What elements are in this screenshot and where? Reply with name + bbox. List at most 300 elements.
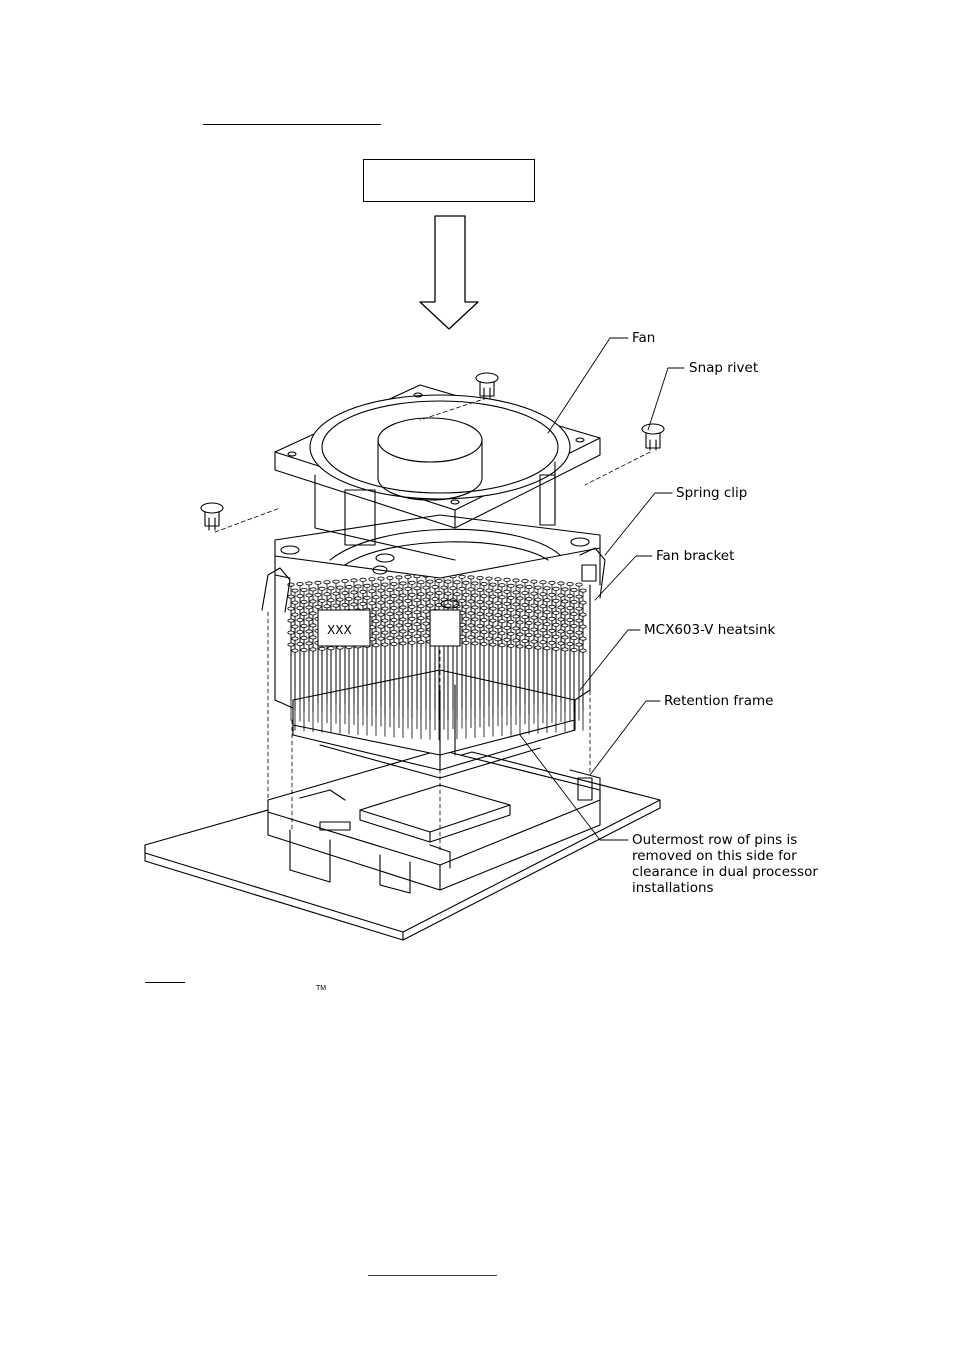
heatsink-pin-cap [355, 585, 361, 588]
heatsink-pin-cap [553, 587, 559, 590]
heatsink-pin-cap [508, 584, 514, 587]
heatsink-pin-cap [414, 623, 420, 626]
heatsink-pin-cap [481, 582, 487, 585]
heatsink-pin-cap [459, 587, 465, 590]
heatsink-pin-cap [400, 642, 406, 645]
heatsink-pin-cap [306, 642, 312, 645]
heatsink-pin-cap [517, 585, 523, 588]
heatsink-pin-cap [342, 579, 348, 582]
heatsink-pin-cap [378, 589, 384, 592]
heatsink-pin-cap [342, 591, 348, 594]
heatsink-pin-cap [355, 597, 361, 600]
heatsink-pin-cap [531, 592, 537, 595]
heatsink-pin-cap [558, 582, 564, 585]
heatsink-pin-cap [495, 638, 501, 641]
heatsink-pin-cap [571, 600, 577, 603]
heatsink-pin-cap [526, 585, 532, 588]
heatsink-pin-cap [490, 619, 496, 622]
heatsink-pin-cap [526, 609, 532, 612]
heatsink-pin-cap [535, 622, 541, 625]
outermost-row-note: Outermost row of pins is removed on this side for clearance in dual processor installations [632, 832, 818, 896]
heatsink-pin-cap [297, 630, 303, 633]
heatsink-pin-cap [378, 625, 384, 628]
heatsink-pin-cap [553, 647, 559, 650]
heatsink-pin-cap [418, 605, 424, 608]
heatsink-pin-cap [396, 576, 402, 579]
heatsink-pin-cap [445, 592, 451, 595]
retention-frame-label: Retention frame [664, 693, 774, 709]
heatsink-pin-cap [414, 611, 420, 614]
heatsink-pin-cap [292, 649, 298, 652]
heatsink-pin-cap [540, 641, 546, 644]
heatsink-pin-cap [576, 583, 582, 586]
footer-link[interactable] [368, 1275, 497, 1276]
heatsink-pin-cap [427, 592, 433, 595]
heatsink-pin-cap [549, 581, 555, 584]
heatsink-pin-cap [468, 612, 474, 615]
heatsink-pin-cap [472, 606, 478, 609]
heatsink-pin-cap [301, 624, 307, 627]
heatsink-pin-cap [508, 596, 514, 599]
heatsink-pin-cap [418, 593, 424, 596]
heatsink-pin-cap [346, 585, 352, 588]
heatsink-pin-cap [301, 612, 307, 615]
heatsink-pin-cap [540, 629, 546, 632]
heatsink-pin-cap [306, 594, 312, 597]
heatsink-pin-cap [544, 587, 550, 590]
heatsink-pin-cap [558, 618, 564, 621]
heatsink-pin-cap [292, 601, 298, 604]
heatsink-pin-cap [414, 587, 420, 590]
heatsink-pin-cap [459, 599, 465, 602]
heatsink-pin-cap [531, 640, 537, 643]
heatsink-pin-cap [531, 604, 537, 607]
heatsink-pin-cap [306, 606, 312, 609]
heatsink-pin-cap [319, 599, 325, 602]
heatsink-pin-cap [580, 625, 586, 628]
heatsink-pin-cap [535, 634, 541, 637]
heatsink-pin-cap [504, 638, 510, 641]
heatsink-pin-cap [400, 582, 406, 585]
heatsink-pin-cap [423, 586, 429, 589]
heatsink-pin-cap [522, 615, 528, 618]
heatsink-pin-cap [297, 606, 303, 609]
heatsink-pin-cap [319, 647, 325, 650]
heatsink-pin-cap [310, 624, 316, 627]
fan-bracket-label: Fan bracket [656, 548, 735, 564]
heatsink-pin-cap [553, 623, 559, 626]
heatsink-pin-cap [351, 579, 357, 582]
heatsink-pin-cap [391, 630, 397, 633]
heatsink-pin-cap [391, 642, 397, 645]
heatsink-pin-cap [522, 639, 528, 642]
heatsink-pin-cap [513, 579, 519, 582]
heatsink-pin-cap [499, 608, 505, 611]
heatsink-pin-cap [477, 624, 483, 627]
heatsink-pin-cap [486, 589, 492, 592]
heatsink-pin-cap [292, 589, 298, 592]
heatsink-pin-cap [481, 606, 487, 609]
heatsink-pin-cap [301, 600, 307, 603]
heatsink-pin-cap [382, 619, 388, 622]
heatsink-pin-cap [504, 602, 510, 605]
heatsink-pin-cap [346, 597, 352, 600]
heatsink-pin-cap [427, 604, 433, 607]
heatsink-pin-cap [382, 631, 388, 634]
heatsink-pin-cap [373, 608, 379, 611]
heatsink-pin-cap [360, 578, 366, 581]
heatsink-pin-cap [310, 636, 316, 639]
heatsink-pin-cap [292, 625, 298, 628]
heatsink-pin-cap [517, 621, 523, 624]
heatsink-pin-cap [576, 619, 582, 622]
heatsink-pin-cap [369, 590, 375, 593]
heatsink-label: MCX603-V heatsink [644, 622, 776, 638]
heatsink-pin-cap [490, 643, 496, 646]
heatsink-pin-cap [324, 593, 330, 596]
heatsink-pin-cap [522, 591, 528, 594]
heatsink-pin-cap [373, 620, 379, 623]
heatsink-pin-cap [333, 604, 339, 607]
heatsink-pin-cap [549, 629, 555, 632]
heatsink-pin-cap [486, 613, 492, 616]
heatsink-pin-cap [513, 627, 519, 630]
heatsink-pin-cap [310, 612, 316, 615]
heatsink-pin-cap [328, 587, 334, 590]
heatsink-pin-cap [400, 618, 406, 621]
trademark-mark: TM [316, 985, 327, 992]
heatsink-pin-cap [531, 616, 537, 619]
heatsink-pin-cap [373, 596, 379, 599]
heatsink-pin-cap [292, 637, 298, 640]
heatsink-pin-cap [301, 648, 307, 651]
heatsink-pin-cap [576, 643, 582, 646]
heatsink-pin-cap [558, 594, 564, 597]
heatsink-pin-cap [526, 633, 532, 636]
heatsink-pin-cap [504, 578, 510, 581]
note-underline [145, 982, 185, 983]
heatsink-pin-cap [477, 588, 483, 591]
heatsink-pin-cap [477, 576, 483, 579]
heatsink-pin-cap [544, 647, 550, 650]
heatsink-pin-cap [454, 581, 460, 584]
heatsink-pin-cap [409, 581, 415, 584]
heatsink-pin-cap [576, 607, 582, 610]
heatsink-pin-cap [571, 636, 577, 639]
heatsink-pin-cap [463, 641, 469, 644]
heatsink-pin-cap [405, 623, 411, 626]
heatsink-pin-cap [526, 597, 532, 600]
heatsink-pin-cap [297, 642, 303, 645]
heatsink-pin-cap [310, 600, 316, 603]
heatsink-pin-cap [396, 636, 402, 639]
heatsink-pin-cap [558, 630, 564, 633]
heatsink-pin-cap [436, 591, 442, 594]
heatsink-pin-cap [387, 600, 393, 603]
svg-text:XXX: XXX [327, 623, 352, 637]
heatsink-pin-cap [351, 591, 357, 594]
heatsink-pin-cap [405, 611, 411, 614]
heatsink-pin-cap [535, 610, 541, 613]
heatsink-pin-cap [490, 631, 496, 634]
heatsink-pin-cap [360, 602, 366, 605]
heatsink-pin-cap [513, 603, 519, 606]
heatsink-pin-cap [315, 581, 321, 584]
heatsink-pin-cap [454, 593, 460, 596]
heatsink-pin-cap [391, 582, 397, 585]
heatsink-pin-cap [535, 598, 541, 601]
heatsink-pin-cap [549, 641, 555, 644]
heatsink-pin-cap [477, 600, 483, 603]
heatsink-pin-cap [562, 636, 568, 639]
heatsink-pin-cap [468, 600, 474, 603]
heatsink-pin-cap [418, 617, 424, 620]
heatsink-pin-cap [441, 586, 447, 589]
heatsink-pin-cap [571, 624, 577, 627]
heatsink-pin-cap [337, 586, 343, 589]
heatsink-pin-cap [445, 604, 451, 607]
heatsink-pin-cap [342, 603, 348, 606]
heatsink-pin-cap [445, 580, 451, 583]
heatsink-pin-cap [292, 613, 298, 616]
heatsink-pin-cap [288, 607, 294, 610]
heatsink-pin-cap [580, 649, 586, 652]
heatsink-pin-cap [477, 612, 483, 615]
heatsink-pin-cap [409, 629, 415, 632]
heatsink-pin-cap [553, 635, 559, 638]
heatsink-pin-cap [472, 594, 478, 597]
heatsink-pin-cap [378, 601, 384, 604]
heatsink-pin-cap [481, 594, 487, 597]
heatsink-pin-cap [409, 641, 415, 644]
heatsink-pin-cap [504, 626, 510, 629]
heatsink-pin-cap [553, 599, 559, 602]
heatsink-pin-cap [400, 630, 406, 633]
heatsink-pin-cap [405, 587, 411, 590]
heatsink-pin-cap [517, 597, 523, 600]
heatsink-pin-cap [549, 617, 555, 620]
heatsink-pin-cap [288, 643, 294, 646]
heatsink-pin-cap [540, 593, 546, 596]
heatsink-pin-cap [562, 588, 568, 591]
heatsink-pin-cap [477, 636, 483, 639]
heatsink-pin-cap [459, 575, 465, 578]
heatsink-pin-cap [382, 607, 388, 610]
heatsink-pin-cap [351, 603, 357, 606]
heatsink-pin-cap [378, 613, 384, 616]
heatsink-pin-cap [463, 581, 469, 584]
heatsink-pin-cap [423, 610, 429, 613]
heatsink-pin-cap [373, 632, 379, 635]
heatsink-pin-cap [517, 633, 523, 636]
heatsink-pin-cap [513, 639, 519, 642]
heatsink-pin-cap [567, 582, 573, 585]
heatsink-pin-cap [576, 631, 582, 634]
heatsink-pin-cap [495, 578, 501, 581]
heatsink-pin-cap [553, 611, 559, 614]
heatsink-pin-cap [409, 605, 415, 608]
heatsink-pin-cap [288, 619, 294, 622]
heatsink-pin-cap [387, 588, 393, 591]
heatsink-pin-cap [540, 617, 546, 620]
heatsink-pin-cap [490, 595, 496, 598]
heatsink-pin-cap [567, 642, 573, 645]
heatsink-pin-cap [580, 589, 586, 592]
heatsink-pin-cap [562, 600, 568, 603]
heatsink-pin-cap [580, 601, 586, 604]
heatsink-pin-cap [387, 636, 393, 639]
spring-clip-label: Spring clip [676, 485, 748, 501]
heatsink-pin-cap [391, 606, 397, 609]
heatsink-pin-cap [558, 606, 564, 609]
heatsink-pin-cap [319, 587, 325, 590]
heatsink-pin-cap [378, 637, 384, 640]
heatsink-pin-cap [324, 581, 330, 584]
heatsink-pin-cap [549, 605, 555, 608]
heatsink-pin-cap [522, 603, 528, 606]
heatsink-pin-cap [405, 575, 411, 578]
heatsink-pin-cap [423, 634, 429, 637]
heatsink-pin-cap [472, 630, 478, 633]
heatsink-pin-cap [513, 591, 519, 594]
heatsink-pin-cap [315, 605, 321, 608]
heatsink-pin-cap [436, 579, 442, 582]
heatsink-pin-cap [288, 631, 294, 634]
heatsink-pin-cap [495, 626, 501, 629]
heatsink-pin-cap [495, 614, 501, 617]
heatsink-pin-cap [423, 598, 429, 601]
heatsink-pin-cap [580, 613, 586, 616]
heatsink-pin-cap [306, 618, 312, 621]
heatsink-pin-cap [481, 642, 487, 645]
heatsink-pin-cap [544, 599, 550, 602]
heatsink-pin-cap [382, 643, 388, 646]
heatsink-pin-cap [513, 615, 519, 618]
heatsink-pin-cap [486, 637, 492, 640]
heatsink-pin-cap [468, 576, 474, 579]
heatsink-pin-cap [504, 590, 510, 593]
heatsink-pin-cap [567, 618, 573, 621]
heatsink-pin-cap [531, 580, 537, 583]
heatsink-pin-cap [306, 630, 312, 633]
heatsink-pin-cap [463, 617, 469, 620]
heatsink-pin-cap [382, 595, 388, 598]
heatsink-pin-cap [369, 578, 375, 581]
heatsink-pin-cap [427, 580, 433, 583]
heatsink-pin-cap [535, 586, 541, 589]
heatsink-pin-cap [576, 595, 582, 598]
heatsink-pin-cap [499, 596, 505, 599]
heatsink-pin-cap [288, 595, 294, 598]
heatsink-pin-cap [391, 618, 397, 621]
heatsink-pin-cap [499, 632, 505, 635]
heatsink-pin-cap [526, 645, 532, 648]
heatsink-pin-cap [490, 607, 496, 610]
heatsink-pin-cap [526, 621, 532, 624]
heatsink-pin-cap [414, 635, 420, 638]
heatsink-pin-cap [499, 644, 505, 647]
heatsink-pin-cap [418, 581, 424, 584]
down-arrow-icon [420, 216, 478, 329]
heatsink-pin-cap [522, 579, 528, 582]
heatsink-pin-cap [558, 642, 564, 645]
heatsink-pin-cap [297, 582, 303, 585]
heatsink-pin-cap [409, 593, 415, 596]
heatsink-pin-cap [522, 627, 528, 630]
heatsink-pin-cap [544, 635, 550, 638]
heatsink-pin-cap [544, 623, 550, 626]
heatsink-pin-cap [387, 576, 393, 579]
heatsink-pin-cap [580, 637, 586, 640]
heatsink-pin-cap [468, 636, 474, 639]
heatsink-pin-cap [301, 636, 307, 639]
heatsink-pin-cap [486, 577, 492, 580]
heatsink-pin-cap [432, 597, 438, 600]
heatsink-pin-cap [571, 648, 577, 651]
heatsink-pin-cap [468, 588, 474, 591]
heatsink-pin-cap [567, 606, 573, 609]
heatsink-pin-cap [306, 582, 312, 585]
heatsink-pin-cap [373, 584, 379, 587]
heatsink-pin-cap [463, 629, 469, 632]
heatsink-pin-cap [378, 577, 384, 580]
heatsink-pin-cap [400, 606, 406, 609]
heatsink-pin-cap [508, 632, 514, 635]
heatsink-pin-cap [364, 584, 370, 587]
fan-label: Fan [632, 330, 656, 346]
heatsink-pin-cap [328, 647, 334, 650]
heatsink-pin-cap [481, 618, 487, 621]
heatsink-pin-cap [472, 582, 478, 585]
heatsink-pin-cap [544, 611, 550, 614]
heatsink-pin-cap [571, 588, 577, 591]
heatsink-pin-cap [508, 620, 514, 623]
heatsink-pin-cap [360, 590, 366, 593]
heatsink-pin-cap [333, 580, 339, 583]
heatsink-pin-cap [562, 648, 568, 651]
heatsink-pin-cap [301, 588, 307, 591]
heatsink-pin-cap [409, 617, 415, 620]
heatsink-pin-cap [328, 599, 334, 602]
heatsink-pin-cap [364, 596, 370, 599]
heatsink-pin-cap [414, 599, 420, 602]
heatsink-pin-cap [396, 588, 402, 591]
heatsink-pin-cap [337, 598, 343, 601]
heatsink-pin-cap [315, 593, 321, 596]
heatsink-pin-cap [571, 612, 577, 615]
heatsink-pin-cap [297, 594, 303, 597]
heatsink-pin-cap [499, 620, 505, 623]
heatsink-pin-cap [396, 624, 402, 627]
heatsink-pin-cap [369, 602, 375, 605]
heatsink-pin-cap [481, 630, 487, 633]
heatsink-pin-cap [517, 645, 523, 648]
heatsink-pin-cap [495, 590, 501, 593]
heatsink-pin-cap [562, 624, 568, 627]
heatsink-pin-cap [387, 612, 393, 615]
heatsink-pin-cap [540, 581, 546, 584]
heatsink-pin-cap [333, 592, 339, 595]
heatsink-pin-cap [382, 583, 388, 586]
heatsink-pin-cap [373, 644, 379, 647]
heatsink-pin-cap [396, 612, 402, 615]
heatsink-pin-cap [468, 624, 474, 627]
heatsink-pin-cap [472, 642, 478, 645]
heatsink-pin-cap [499, 584, 505, 587]
heatsink-pin-cap [562, 612, 568, 615]
heatsink-pin-cap [297, 618, 303, 621]
heatsink-pin-cap [450, 587, 456, 590]
